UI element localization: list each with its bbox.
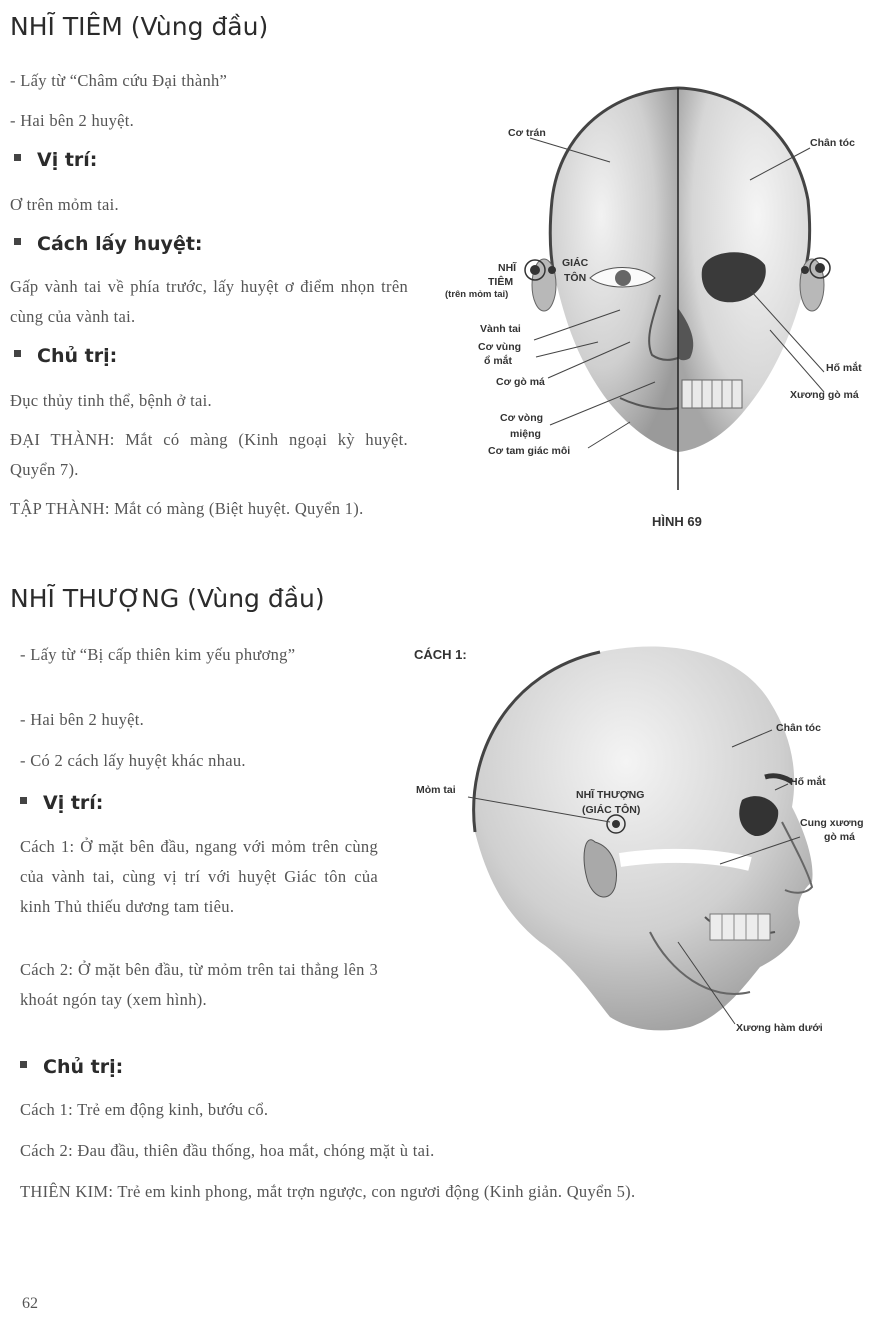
figure69-caption: HÌNH 69: [652, 514, 702, 529]
bullet-icon: [14, 350, 21, 357]
label-chan-toc-2: Chân tóc: [776, 722, 821, 734]
label-co-tran: Cơ trán: [508, 127, 546, 139]
section2-location2: Cách 2: Ở mặt bên đầu, từ mỏm trên tai thẳng lên 3 khoát ngón tay (xem hình).: [20, 960, 378, 1009]
section1-ref1: ĐẠI THÀNH: Mắt có màng (Kinh ngoại kỳ huyệt. Quyển 7).: [10, 430, 408, 479]
section2-methods-note: - Có 2 cách lấy huyệt khác nhau.: [20, 751, 246, 770]
label-ho-mat: Hố mắt: [826, 362, 862, 374]
label-cung-xuong: Cung xương: [800, 817, 864, 829]
section1-treat-heading: [14, 345, 117, 367]
section2-location-heading: [20, 792, 103, 814]
label-nhi-thuong: NHĨ THƯỢNG: [576, 789, 645, 801]
label-tren-mom-tai: (trên mỏm tai): [445, 289, 509, 300]
label-co-tam-giac-moi: Cơ tam giác môi: [488, 445, 571, 457]
label-xuong-go-ma: Xương gò má: [790, 389, 859, 401]
section2-treat1: Cách 1: Trẻ em động kinh, bướu cổ.: [20, 1100, 269, 1119]
label-nhi: NHĨ: [498, 262, 517, 274]
label-xuong-ham-duoi: Xương hàm dưới: [736, 1022, 823, 1034]
section1-location-heading: [14, 149, 97, 171]
label-chan-toc: Chân tóc: [810, 137, 855, 149]
heading-text: Vị trí:: [37, 149, 98, 171]
section2-treat2: Cách 2: Đau đầu, thiên đầu thống, hoa mắt, chóng mặt ù tai.: [20, 1141, 435, 1160]
bullet-icon: [14, 154, 21, 161]
label-co-go-ma: Cơ gò má: [496, 376, 545, 388]
label-giac: GIÁC: [562, 257, 589, 269]
label-giac-ton: (GIÁC TÔN): [582, 804, 641, 816]
section1-ref2: TẬP THÀNH: Mắt có màng (Biệt huyệt. Quyển 1).: [10, 499, 364, 518]
label-ho-mat-2: Hố mắt: [790, 776, 826, 788]
label-co-vung: Cơ vùng: [478, 341, 522, 353]
section1-method-text: Gấp vành tai về phía trước, lấy huyệt ơ điểm nhọn trên cùng của vành tai.: [10, 277, 408, 326]
heading-text: Cách lấy huyệt:: [37, 233, 203, 255]
figure2-caption: CÁCH 1:: [414, 647, 467, 662]
label-vanh-tai: Vành tai: [480, 323, 521, 335]
label-ton: TÔN: [564, 272, 587, 284]
section1-source: - Lấy từ “Châm cứu Đại thành”: [10, 71, 228, 90]
section2-count: - Hai bên 2 huyệt.: [20, 710, 145, 729]
label-mieng: miệng: [510, 428, 541, 440]
label-tiem: TIÊM: [488, 276, 514, 288]
bullet-icon: [20, 797, 27, 804]
bullet-icon: [20, 1061, 27, 1068]
label-o-mat: ổ mắt: [484, 355, 513, 367]
section2-treat-heading: [20, 1056, 123, 1078]
label-co-vong: Cơ vòng: [500, 412, 544, 424]
section1-method-heading: [14, 233, 203, 255]
heading-text: Chủ trị:: [43, 1056, 124, 1078]
section2-location1: Cách 1: Ở mặt bên đầu, ngang với mỏm trên cùng của vành tai, cùng vị trí với huyệt Giác tôn của kinh Thủ thiếu dương tam tiêu.: [20, 837, 378, 916]
heading-text: Vị trí:: [43, 792, 104, 814]
label-mom-tai: Mỏm tai: [416, 784, 456, 796]
section2-title: NHĨ THƯỢNG (Vùng đầu): [10, 584, 325, 613]
section1-treat-text: Đục thủy tinh thể, bệnh ở tai.: [10, 391, 212, 410]
section1-location-text: Ơ trên mỏm tai.: [10, 195, 119, 214]
heading-text: Chủ trị:: [37, 345, 118, 367]
figure2-skull-illustration: [420, 632, 860, 1044]
section1-title: NHĨ TIÊM (Vùng đầu): [10, 12, 269, 41]
page-number: 62: [22, 1295, 38, 1312]
section2-source: - Lấy từ “Bị cấp thiên kim yếu phương”: [20, 645, 296, 664]
bullet-icon: [14, 238, 21, 245]
section2-ref: THIÊN KIM: Trẻ em kinh phong, mắt trợn ngược, con ngươi động (Kinh giản. Quyển 5).: [20, 1182, 636, 1201]
section1-count: - Hai bên 2 huyệt.: [10, 111, 135, 130]
label-go-ma: gò má: [824, 831, 855, 843]
